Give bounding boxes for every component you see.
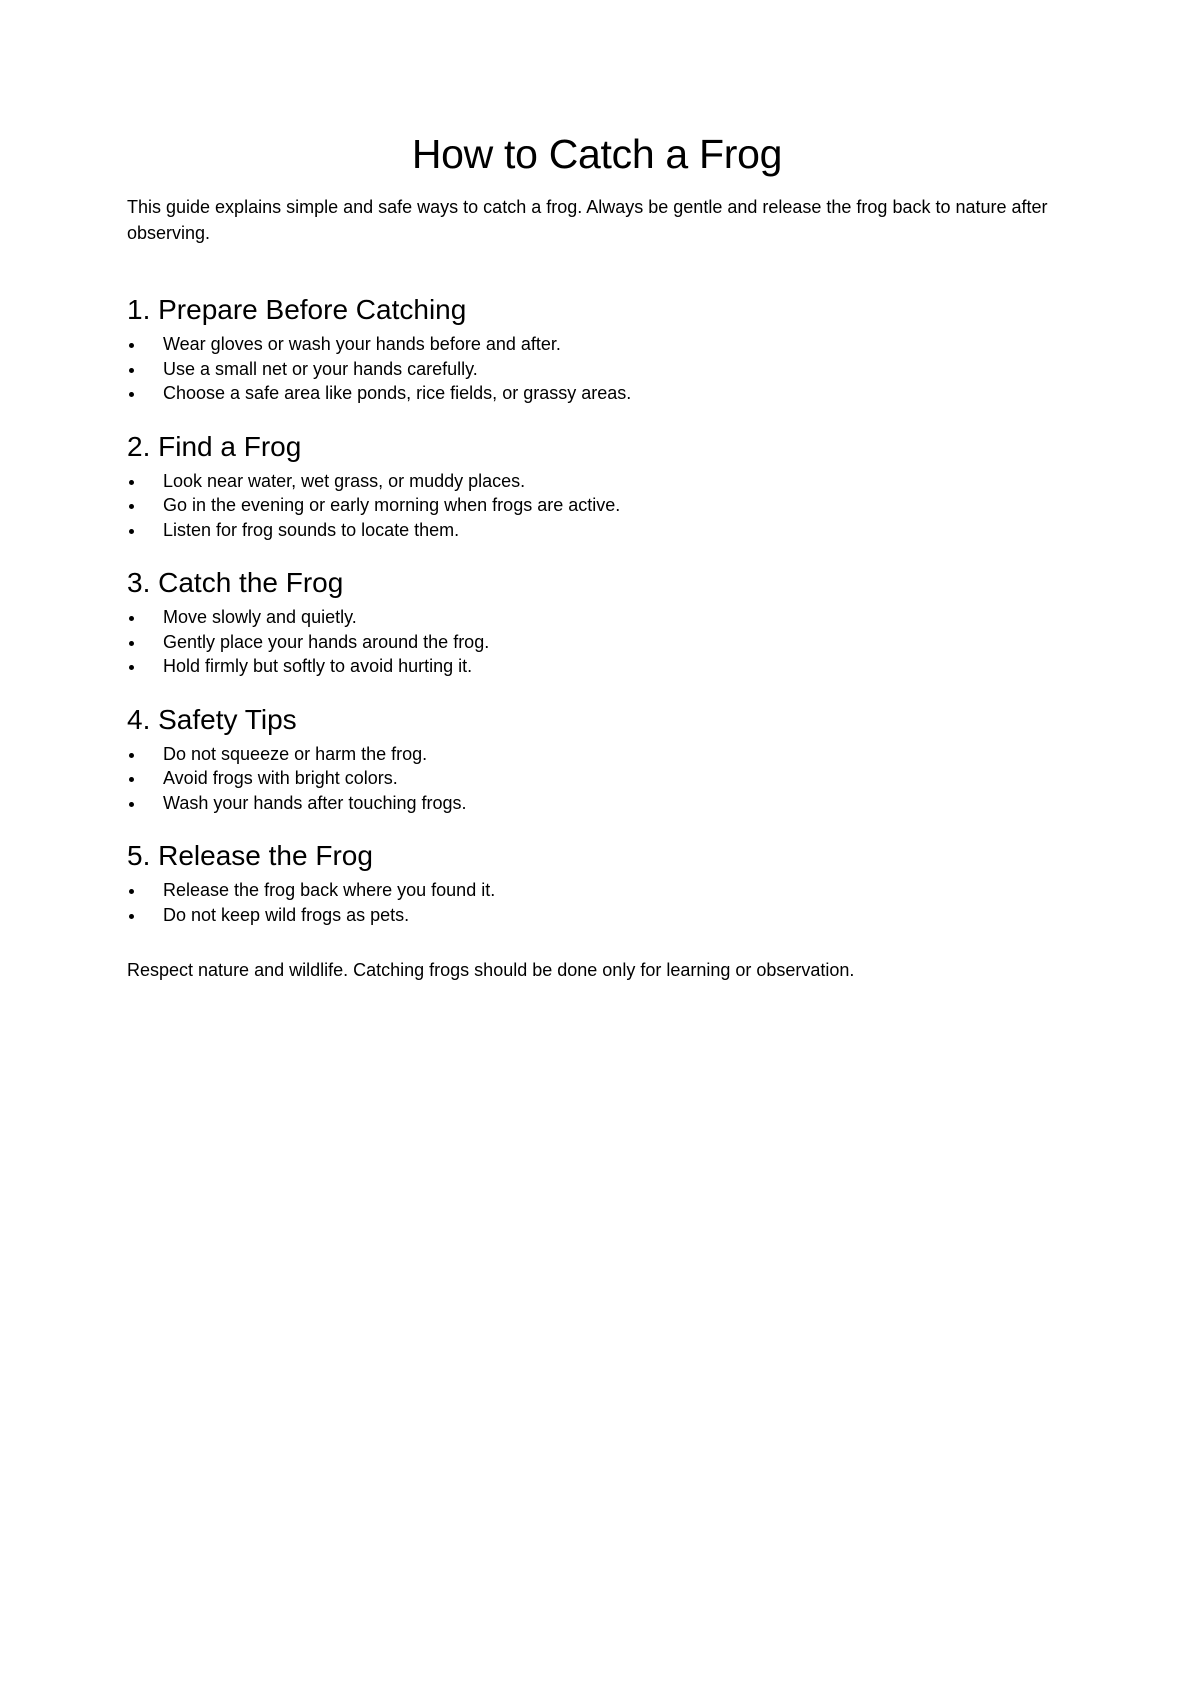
bullet-icon [129,480,134,485]
bullet-list [127,878,1067,927]
bullet-icon [129,753,134,758]
list-item [127,878,1067,903]
bullet-icon [129,914,134,919]
list-item [127,654,1067,679]
bullet-icon [129,504,134,509]
bullet-icon [129,616,134,621]
bullet-list [127,605,1067,679]
list-item-text: Avoid frogs with bright colors. [163,768,398,788]
bullet-icon [129,777,134,782]
section-prepare [127,292,1067,406]
bullet-list [127,469,1067,543]
list-item-text: Choose a safe area like ponds, rice fields, or grassy areas. [163,383,632,403]
list-item-text: Use a small net or your hands carefully. [163,358,478,379]
list-item [127,518,1067,543]
bullet-icon [129,889,134,894]
bullet-icon [129,802,134,807]
bullet-icon [129,529,134,534]
closing-paragraph: Respect nature and wildlife. Catching frogs should be done only for learning or observation. [127,960,855,980]
list-item-text: Wear gloves or wash your hands before and after. [163,334,561,354]
section-heading: 5. Release the Frog [127,840,373,871]
section-heading: 4. Safety Tips [127,703,297,735]
list-item [127,469,1067,494]
bullet-icon [129,641,134,646]
list-item [127,381,1067,406]
list-item [127,605,1067,630]
list-item-text: Go in the evening or early morning when frogs are active. [163,495,621,515]
document-title: How to Catch a Frog [411,131,783,177]
list-item [127,791,1067,816]
section-catch [127,565,1067,679]
list-item-text: Do not squeeze or harm the frog. [163,743,428,764]
section-release [127,838,1067,927]
section-heading: 1. Prepare Before Catching [127,294,467,325]
section-find [127,429,1067,543]
list-item [127,493,1067,518]
list-item-text: Listen for frog sounds to locate them. [163,519,460,540]
bullet-list [127,332,1067,406]
list-item [127,903,1067,928]
section-heading: 2. Find a Frog [127,430,302,462]
list-item-text: Gently place your hands around the frog. [163,631,490,652]
list-item [127,630,1067,655]
list-item-text: Wash your hands after touching frogs. [163,792,467,813]
bullet-icon [129,392,134,397]
list-item-text: Hold firmly but softly to avoid hurting it. [163,656,473,676]
list-item-text: Release the frog back where you found it. [163,880,496,900]
bullet-icon [129,665,134,670]
document-page [127,128,1067,983]
list-item [127,742,1067,767]
bullet-icon [129,368,134,373]
list-item [127,332,1067,357]
list-item-text: Look near water, wet grass, or muddy places. [163,470,526,491]
section-heading: 3. Catch the Frog [127,567,344,598]
list-item [127,357,1067,382]
list-item-text: Move slowly and quietly. [163,607,357,627]
section-safety [127,702,1067,816]
intro-paragraph: This guide explains simple and safe ways to catch a frog. Always be gentle and release the frog back to nature after observing. [127,197,1048,243]
list-item [127,766,1067,791]
bullet-list [127,742,1067,816]
list-item-text: Do not keep wild frogs as pets. [163,904,410,925]
bullet-icon [129,343,134,348]
